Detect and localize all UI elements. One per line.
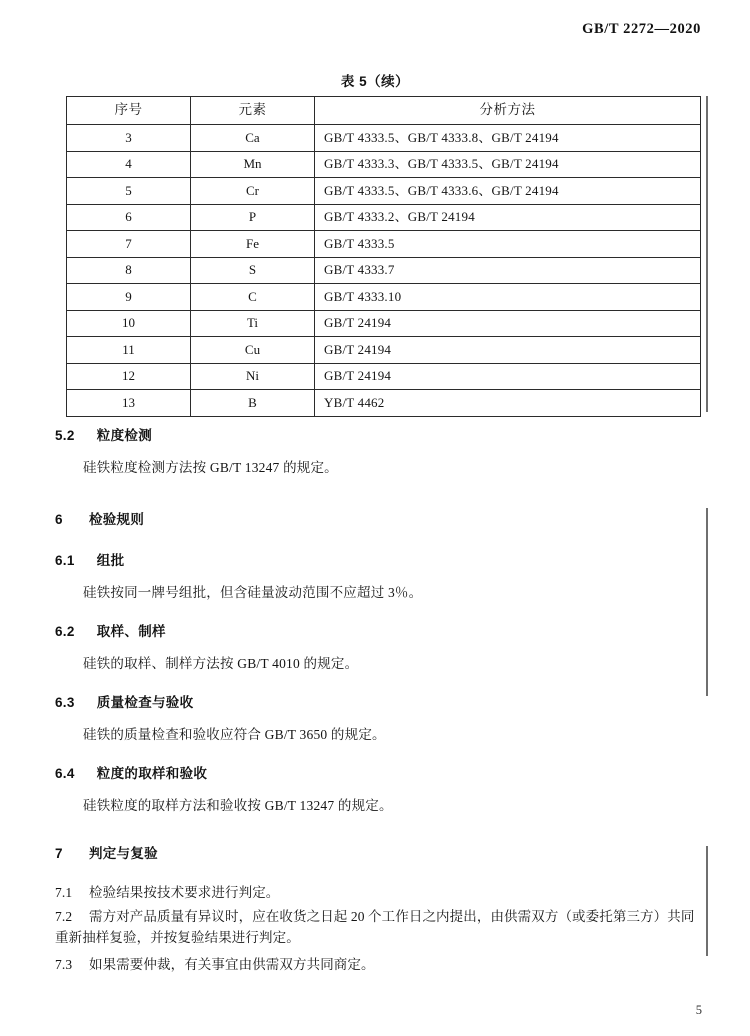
cell-element: Ni	[191, 363, 315, 390]
heading-6-title: 检验规则	[88, 512, 145, 527]
paragraph-6-4: 硅铁粒度的取样方法和验收按 GB/T 13247 的规定。	[83, 798, 393, 813]
table-row	[67, 337, 701, 364]
cell-no: 12	[67, 363, 191, 390]
table-row	[67, 178, 701, 205]
table-row	[67, 204, 701, 231]
cell-element: S	[191, 257, 315, 284]
cell-method: GB/T 24194	[315, 363, 701, 390]
cell-method: GB/T 4333.3、GB/T 4333.5、GB/T 24194	[315, 151, 701, 178]
cell-element: B	[191, 390, 315, 417]
heading-5-2	[55, 424, 695, 444]
heading-6-2	[55, 620, 695, 640]
change-bar-clause-6	[706, 508, 708, 696]
heading-6-3-title: 质量检查与验收	[96, 695, 194, 710]
heading-6-4-number: 6.4	[55, 766, 75, 781]
analysis-methods-table	[66, 96, 701, 417]
heading-6-4-title: 粒度的取样和验收	[96, 766, 208, 781]
clause-7-1-label: 7.1	[55, 885, 73, 900]
cell-element: C	[191, 284, 315, 311]
cell-no: 5	[67, 178, 191, 205]
heading-6-1-number: 6.1	[55, 553, 75, 568]
cell-method: GB/T 4333.7	[315, 257, 701, 284]
heading-7-title: 判定与复验	[88, 846, 158, 861]
change-bar-clause-7	[706, 846, 708, 956]
cell-no: 13	[67, 390, 191, 417]
table-header-row	[67, 97, 701, 125]
table-row	[67, 231, 701, 258]
clause-7-1-text: 检验结果按技术要求进行判定。	[89, 885, 280, 900]
cell-method: GB/T 24194	[315, 310, 701, 337]
clause-7-1	[55, 882, 695, 903]
page-number: 5	[695, 1003, 702, 1017]
change-bar-table	[706, 96, 708, 412]
heading-7	[55, 842, 695, 862]
clause-7-2-text: 需方对产品质量有异议时，应在收货之日起 20 个工作日之内提出，由供需双方（或委托第三方）共同重新抽样复验，并按复验结果进行判定。	[55, 909, 695, 946]
cell-no: 9	[67, 284, 191, 311]
cell-method: GB/T 4333.5、GB/T 4333.8、GB/T 24194	[315, 125, 701, 152]
cell-element: Cu	[191, 337, 315, 364]
page-header-standard-code: GB/T 2272—2020	[582, 21, 701, 37]
heading-7-number: 7	[55, 846, 63, 861]
cell-method: GB/T 4333.2、GB/T 24194	[315, 204, 701, 231]
cell-element: Ti	[191, 310, 315, 337]
clause-7-3-label: 7.3	[55, 957, 73, 972]
heading-6-number: 6	[55, 512, 63, 527]
cell-element: Mn	[191, 151, 315, 178]
clause-7-2	[55, 906, 707, 948]
paragraph-5-2: 硅铁粒度检测方法按 GB/T 13247 的规定。	[83, 460, 338, 475]
table-row	[67, 257, 701, 284]
cell-no: 6	[67, 204, 191, 231]
heading-6-2-title: 取样、制样	[96, 624, 166, 639]
heading-5-2-title: 粒度检测	[96, 428, 152, 443]
table-row	[67, 363, 701, 390]
heading-5-2-number: 5.2	[55, 428, 75, 443]
table-row	[67, 390, 701, 417]
cell-method: GB/T 4333.5、GB/T 4333.6、GB/T 24194	[315, 178, 701, 205]
cell-no: 4	[67, 151, 191, 178]
clause-7-3	[55, 954, 695, 975]
table-row	[67, 151, 701, 178]
cell-no: 11	[67, 337, 191, 364]
heading-6-1	[55, 549, 695, 569]
cell-method: YB/T 4462	[315, 390, 701, 417]
analysis-methods-table-container	[66, 96, 700, 417]
cell-method: GB/T 4333.10	[315, 284, 701, 311]
table-row	[67, 125, 701, 152]
heading-6-3-number: 6.3	[55, 695, 75, 710]
heading-6-4	[55, 762, 695, 782]
paragraph-6-2: 硅铁的取样、制样方法按 GB/T 4010 的规定。	[83, 656, 359, 671]
heading-6-2-number: 6.2	[55, 624, 75, 639]
cell-element: Cr	[191, 178, 315, 205]
paragraph-6-3: 硅铁的质量检查和验收应符合 GB/T 3650 的规定。	[83, 727, 386, 742]
cell-element: Fe	[191, 231, 315, 258]
clause-7-3-text: 如果需要仲裁，有关事宜由供需双方共同商定。	[89, 957, 375, 972]
cell-method: GB/T 4333.5	[315, 231, 701, 258]
column-header-no: 序号	[67, 97, 191, 125]
table-row	[67, 310, 701, 337]
cell-element: Ca	[191, 125, 315, 152]
table-caption: 表 5（续）	[340, 74, 410, 89]
column-header-element: 元素	[191, 97, 315, 125]
column-header-method: 分析方法	[315, 97, 701, 125]
cell-no: 10	[67, 310, 191, 337]
heading-6-3	[55, 691, 695, 711]
cell-no: 8	[67, 257, 191, 284]
cell-method: GB/T 24194	[315, 337, 701, 364]
cell-element: P	[191, 204, 315, 231]
paragraph-6-1: 硅铁按同一牌号组批，但含硅量波动范围不应超过 3％。	[83, 585, 423, 600]
clause-7-2-label: 7.2	[55, 909, 73, 924]
cell-no: 3	[67, 125, 191, 152]
heading-6	[55, 508, 695, 528]
cell-no: 7	[67, 231, 191, 258]
heading-6-1-title: 组批	[96, 553, 125, 568]
table-row	[67, 284, 701, 311]
